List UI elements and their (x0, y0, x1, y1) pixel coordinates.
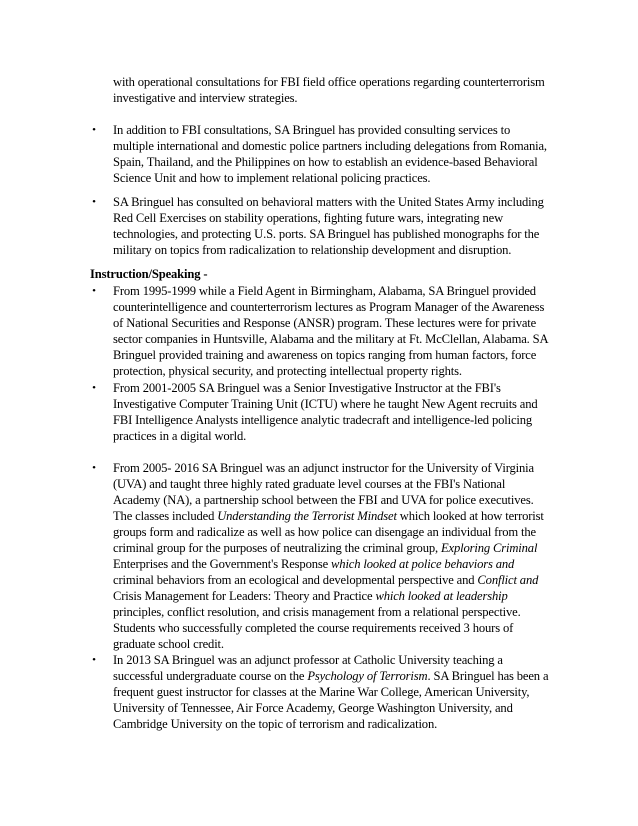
paragraph-line: multiple international and domestic police partners including delegations from Romania, (113, 139, 547, 153)
paragraph-line: From 2005- 2016 SA Bringuel was an adjunct instructor for the University of Virginia (113, 461, 534, 475)
paragraph-line: SA Bringuel has consulted on behavioral matters with the United States Army including (113, 195, 544, 209)
paragraph-line: Science Unit and how to implement relational policing practices. (113, 171, 431, 185)
paragraph-line: counterintelligence and counterterrorism lectures as Program Manager of the Awareness (113, 300, 545, 314)
paragraph-line: (UVA) and taught three highly rated graduate level courses at the FBI's National (113, 477, 506, 491)
paragraph-line: sector companies in Huntsville, Alabama and the military at Ft. McClellan, Alabama. SA (113, 332, 549, 346)
paragraph-line: military on topics from radicalization to relationship development and disruption. (113, 243, 512, 257)
paragraph-line: Bringuel provided training and awareness on topics ranging from human factors, force (113, 348, 537, 362)
paragraph-line: The classes included Understanding the Terrorist Mindset which looked at how terrorist (113, 509, 544, 523)
paragraph-line: Enterprises and the Government's Response which looked at police behaviors and (113, 557, 515, 571)
paragraph-line: In addition to FBI consultations, SA Bringuel has provided consulting services to (113, 123, 511, 137)
bullet-icon: • (92, 124, 96, 136)
paragraph-line: criminal behaviors from an ecological and developmental perspective and Conflict and (113, 573, 539, 587)
paragraph-line: From 2001-2005 SA Bringuel was a Senior Investigative Instructor at the FBI's (113, 381, 501, 395)
paragraph-line: From 1995-1999 while a Field Agent in Birmingham, Alabama, SA Bringuel provided (113, 284, 536, 298)
paragraph-line: with operational consultations for FBI field office operations regarding counterterrorism (113, 75, 545, 89)
bullet-icon: • (92, 382, 96, 394)
bullet-icon: • (92, 285, 96, 297)
paragraph-line: frequent guest instructor for classes at the Marine War College, American University, (113, 685, 530, 699)
paragraph-line: Crisis Management for Leaders: Theory and Practice which looked at leadership (113, 589, 508, 603)
paragraph-line: criminal group for the purposes of neutralizing the criminal group, Exploring Criminal (113, 541, 538, 555)
paragraph-line: Red Cell Exercises on stability operations, fighting future wars, integrating new (113, 211, 504, 225)
paragraph-line: Investigative Computer Training Unit (ICTU) where he taught New Agent recruits and (113, 397, 538, 411)
paragraph-line: Cambridge University on the topic of terrorism and radicalization. (113, 717, 438, 731)
paragraph-line: technologies, and protecting U.S. ports. SA Bringuel has published monographs for the (113, 227, 540, 241)
bullet-icon: • (92, 196, 96, 208)
paragraph-line: In 2013 SA Bringuel was an adjunct professor at Catholic University teaching a (113, 653, 503, 667)
paragraph-line: Spain, Thailand, and the Philippines on how to establish an evidence-based Behavioral (113, 155, 538, 169)
paragraph-line: Students who successfully completed the course requirements received 3 hours of (113, 621, 514, 635)
paragraph-line: University of Tennessee, Air Force Academy, George Washington University, and (113, 701, 513, 715)
paragraph-line: FBI Intelligence Analysts intelligence analytic tradecraft and intelligence-led policing (113, 413, 533, 427)
section-heading: Instruction/Speaking - (90, 267, 208, 281)
paragraph-line: protection, physical security, and protecting intellectual property rights. (113, 364, 462, 378)
paragraph-line: investigative and interview strategies. (113, 91, 298, 105)
paragraph-line: practices in a digital world. (113, 429, 247, 443)
paragraph-line: successful undergraduate course on the Psychology of Terrorism. SA Bringuel has been a (113, 669, 549, 683)
paragraph-line: principles, conflict resolution, and crisis management from a relational perspective. (113, 605, 521, 619)
paragraph-line: graduate school credit. (113, 637, 224, 651)
paragraph-line: Academy (NA), a partnership school between the FBI and UVA for police executives. (113, 493, 534, 507)
bullet-icon: • (92, 462, 96, 474)
paragraph-line: groups form and radicalize as well as how police can disengage an individual from the (113, 525, 536, 539)
paragraph-line: of National Securities and Response (ANSR) program. These lectures were for private (113, 316, 537, 330)
bullet-icon: • (92, 654, 96, 666)
